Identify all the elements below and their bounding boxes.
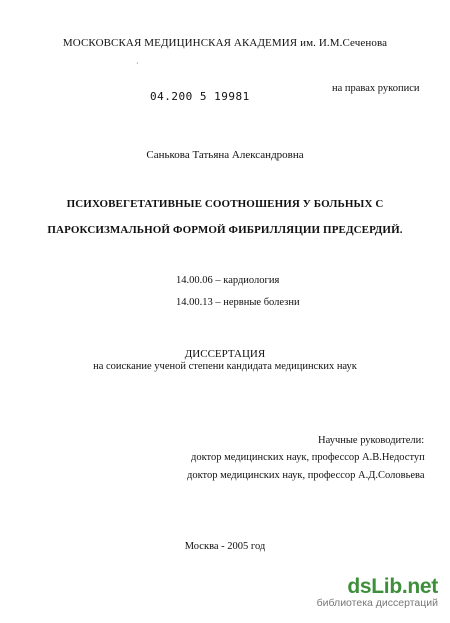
supervisor-2: доктор медицинских наук, профессор А.Д.Соловьева <box>187 470 425 481</box>
registration-number: 04.200 5 19981 <box>150 90 250 103</box>
scan-mark: · <box>136 59 139 68</box>
dslib-watermark[interactable] <box>317 576 438 610</box>
specialty-code-cardiology: 14.00.06 – кардиология <box>176 275 280 286</box>
watermark-subtitle: библиотека диссертаций <box>316 597 438 609</box>
degree-sought: на соискание ученой степени кандидата медицинских наук <box>93 361 357 372</box>
author-name: Санькова Татьяна Александровна <box>146 149 304 161</box>
manuscript-rights-note: на правах рукописи <box>332 83 420 94</box>
supervisors-label: Научные руководители: <box>318 435 425 446</box>
specialty-code-neurology: 14.00.13 – нервные болезни <box>176 297 300 308</box>
thesis-title-line-1: ПСИХОВЕГЕТАТИВНЫЕ СООТНОШЕНИЯ У БОЛЬНЫХ С <box>66 198 384 210</box>
place-and-year: Москва - 2005 год <box>184 541 266 552</box>
document-type: ДИССЕРТАЦИЯ <box>184 348 266 360</box>
watermark-logo[interactable]: dsLib.net <box>347 575 438 598</box>
institution-name: МОСКОВСКАЯ МЕДИЦИНСКАЯ АКАДЕМИЯ им. И.М.Сеченова <box>62 37 388 49</box>
thesis-title-line-2: ПАРОКСИЗМАЛЬНОЙ ФОРМОЙ ФИБРИЛЛЯЦИИ ПРЕДСЕРДИЙ. <box>47 224 403 236</box>
supervisor-1: доктор медицинских наук, профессор А.В.Недоступ <box>191 452 425 463</box>
